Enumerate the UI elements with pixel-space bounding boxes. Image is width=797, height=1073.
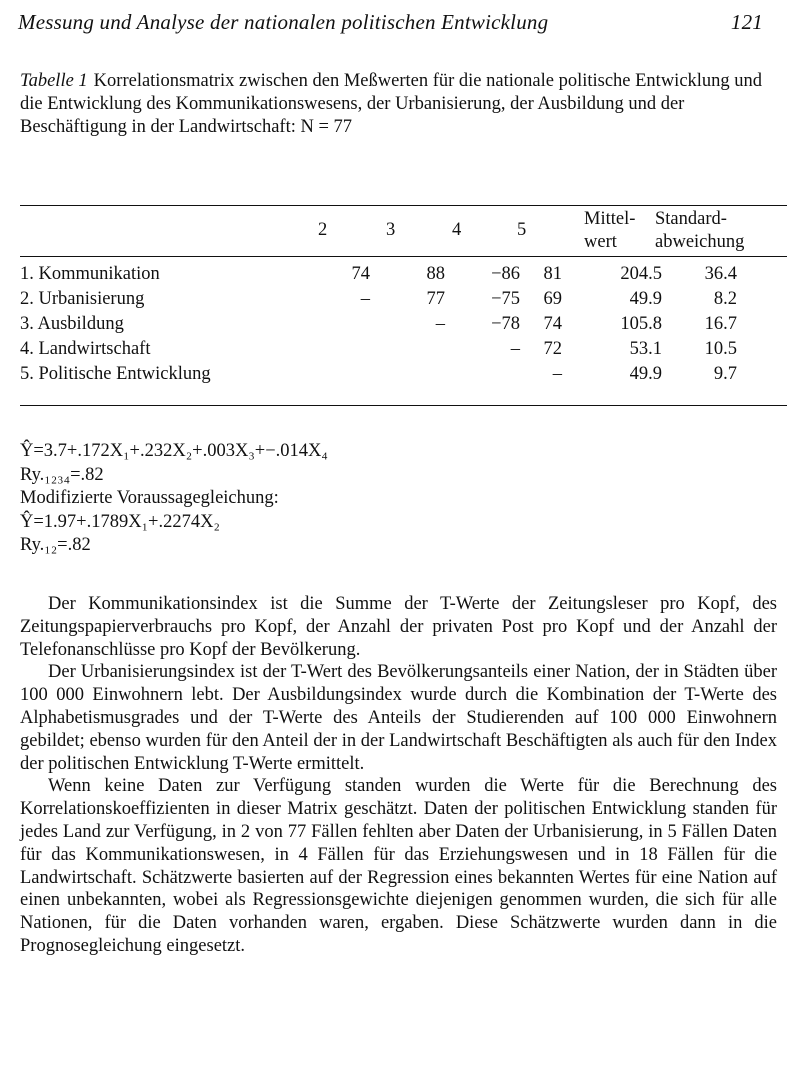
table-row bbox=[20, 312, 737, 337]
regression-equation: Ŷ=3.7+.172X₁+.232X₂+.003X₃+−.014X₄ bbox=[20, 441, 328, 461]
cell-c4 bbox=[445, 362, 520, 387]
cell-c2: 74 bbox=[351, 264, 370, 284]
table-top-rule bbox=[20, 205, 787, 206]
table-caption bbox=[20, 70, 765, 139]
running-header bbox=[18, 10, 763, 35]
cell-c5: 74 bbox=[543, 314, 562, 334]
table-header-rule bbox=[20, 256, 787, 257]
modified-correlation: Ry.₁₂=.82 bbox=[20, 535, 91, 555]
cell-sd: 16.7 bbox=[704, 314, 737, 334]
col-header-5: 5 bbox=[517, 220, 527, 240]
cell-c4: −78 bbox=[491, 314, 520, 334]
row-label: 3. Ausbildung bbox=[20, 314, 124, 334]
cell-c4: −75 bbox=[491, 289, 520, 309]
cell-c5: 69 bbox=[543, 289, 562, 309]
cell-mean: 49.9 bbox=[629, 364, 662, 384]
cell-mean: 105.8 bbox=[620, 314, 662, 334]
modified-equation-label: Modifizierte Voraussagegleichung: bbox=[20, 488, 279, 508]
table-row bbox=[20, 287, 737, 312]
cell-c4: −86 bbox=[491, 264, 520, 284]
paragraph: Der Urbanisierungsindex ist der T-Wert des Bevölkerungsanteils einer Nation, der in Städten über 100 000 Einwohnern lebt. Der Ausbildungsindex wurde durch die Kombination der T-Werte des Alphabetismusgrades und der T-Werte des Anteils der Studierenden auf 100 000 Einwohnern gebildet; ebenso wurden für den Anteil der in der Landwirtschaft Beschäftigten als auch für den Index der politischen Entwicklung T-Werte ermittelt. bbox=[20, 662, 777, 774]
table-row bbox=[20, 337, 737, 362]
correlation-table bbox=[20, 262, 737, 387]
row-label: 1. Kommunikation bbox=[20, 264, 160, 284]
cell-c2 bbox=[310, 337, 370, 362]
cell-sd: 8.2 bbox=[713, 289, 737, 309]
body-text bbox=[20, 593, 777, 958]
table-bottom-rule bbox=[20, 405, 787, 406]
cell-sd: 36.4 bbox=[704, 264, 737, 284]
paragraph: Wenn keine Daten zur Verfügung standen wurden die Werte für die Berechnung des Korrelationskoeffizienten in dieser Matrix geschätzt. Daten der politischen Entwicklung standen für jedes Land zur Verfügung, in 2 von 77 Fällen fehlten aber Daten der Urbanisierung, in 5 Fällen Daten für das Kommunikationswesen, in 4 Fällen für das Erziehungswesen und in 18 Fällen für die Landwirtschaft. Schätzwerte basierten auf der Regression eines bekannten Wertes für eine Nation auf einen unbekannten, wobei als Regressionsgewichte diejenigen genommen wurden, die sich für alle Nationen, für die Daten vorhanden waren, ergaben. Diese Schätzwerte wurden dann in die Prognosegleichung eingesetzt. bbox=[20, 776, 777, 956]
running-header-title: Messung und Analyse der nationalen politischen Entwicklung bbox=[18, 10, 549, 34]
cell-c2 bbox=[310, 312, 370, 337]
col-header-mean: Mittel-wert bbox=[584, 209, 636, 252]
table-row bbox=[20, 362, 737, 387]
page-number: 121 bbox=[730, 10, 763, 34]
paragraph: Der Kommunikationsindex ist die Summe der T-Werte der Zeitungsleser pro Kopf, des Zeitungspapierverbrauchs pro Kopf, der Anzahl der privaten Post pro Kopf und der Anzahl der Telefonanschlüsse pro Kopf der Bevölkerung. bbox=[20, 594, 777, 660]
cell-mean: 49.9 bbox=[629, 289, 662, 309]
multiple-correlation: Ry.₁₂₃₄=.82 bbox=[20, 464, 104, 485]
table-caption-label: Tabelle 1 bbox=[20, 71, 88, 91]
formula-block bbox=[20, 440, 328, 558]
cell-c3: 88 bbox=[426, 264, 445, 284]
cell-c3 bbox=[370, 337, 445, 362]
row-label: 5. Politische Entwicklung bbox=[20, 364, 211, 384]
col-header-3: 3 bbox=[386, 220, 396, 240]
col-header-sd: Standard-abweichung bbox=[655, 209, 745, 252]
col-header-2: 2 bbox=[318, 220, 328, 240]
table-caption-text: Korrelationsmatrix zwischen den Meßwerten für die nationale politische Entwicklung und die Entwicklung des Kommunikationswesens, der Urbanisierung, der Ausbildung und der Beschäftigung in der Landwirtschaft: N = 77 bbox=[20, 71, 763, 137]
cell-sd: 10.5 bbox=[704, 339, 737, 359]
cell-sd: 9.7 bbox=[713, 364, 737, 384]
row-label: 4. Landwirtschaft bbox=[20, 339, 151, 359]
modified-equation: Ŷ=1.97+.1789X₁+.2274X₂ bbox=[20, 511, 220, 532]
cell-c2 bbox=[310, 362, 370, 387]
cell-mean: 204.5 bbox=[620, 264, 662, 284]
cell-c5: – bbox=[552, 364, 562, 384]
cell-c3: 77 bbox=[426, 289, 445, 309]
cell-c2: – bbox=[360, 289, 370, 309]
table-row bbox=[20, 262, 737, 287]
cell-c5: 72 bbox=[543, 339, 562, 359]
col-header-4: 4 bbox=[452, 220, 462, 240]
cell-c3: – bbox=[435, 314, 445, 334]
cell-c5: 81 bbox=[543, 264, 562, 284]
cell-c4: – bbox=[510, 339, 520, 359]
cell-c3 bbox=[370, 362, 445, 387]
cell-mean: 53.1 bbox=[629, 339, 662, 359]
row-label: 2. Urbanisierung bbox=[20, 289, 145, 309]
